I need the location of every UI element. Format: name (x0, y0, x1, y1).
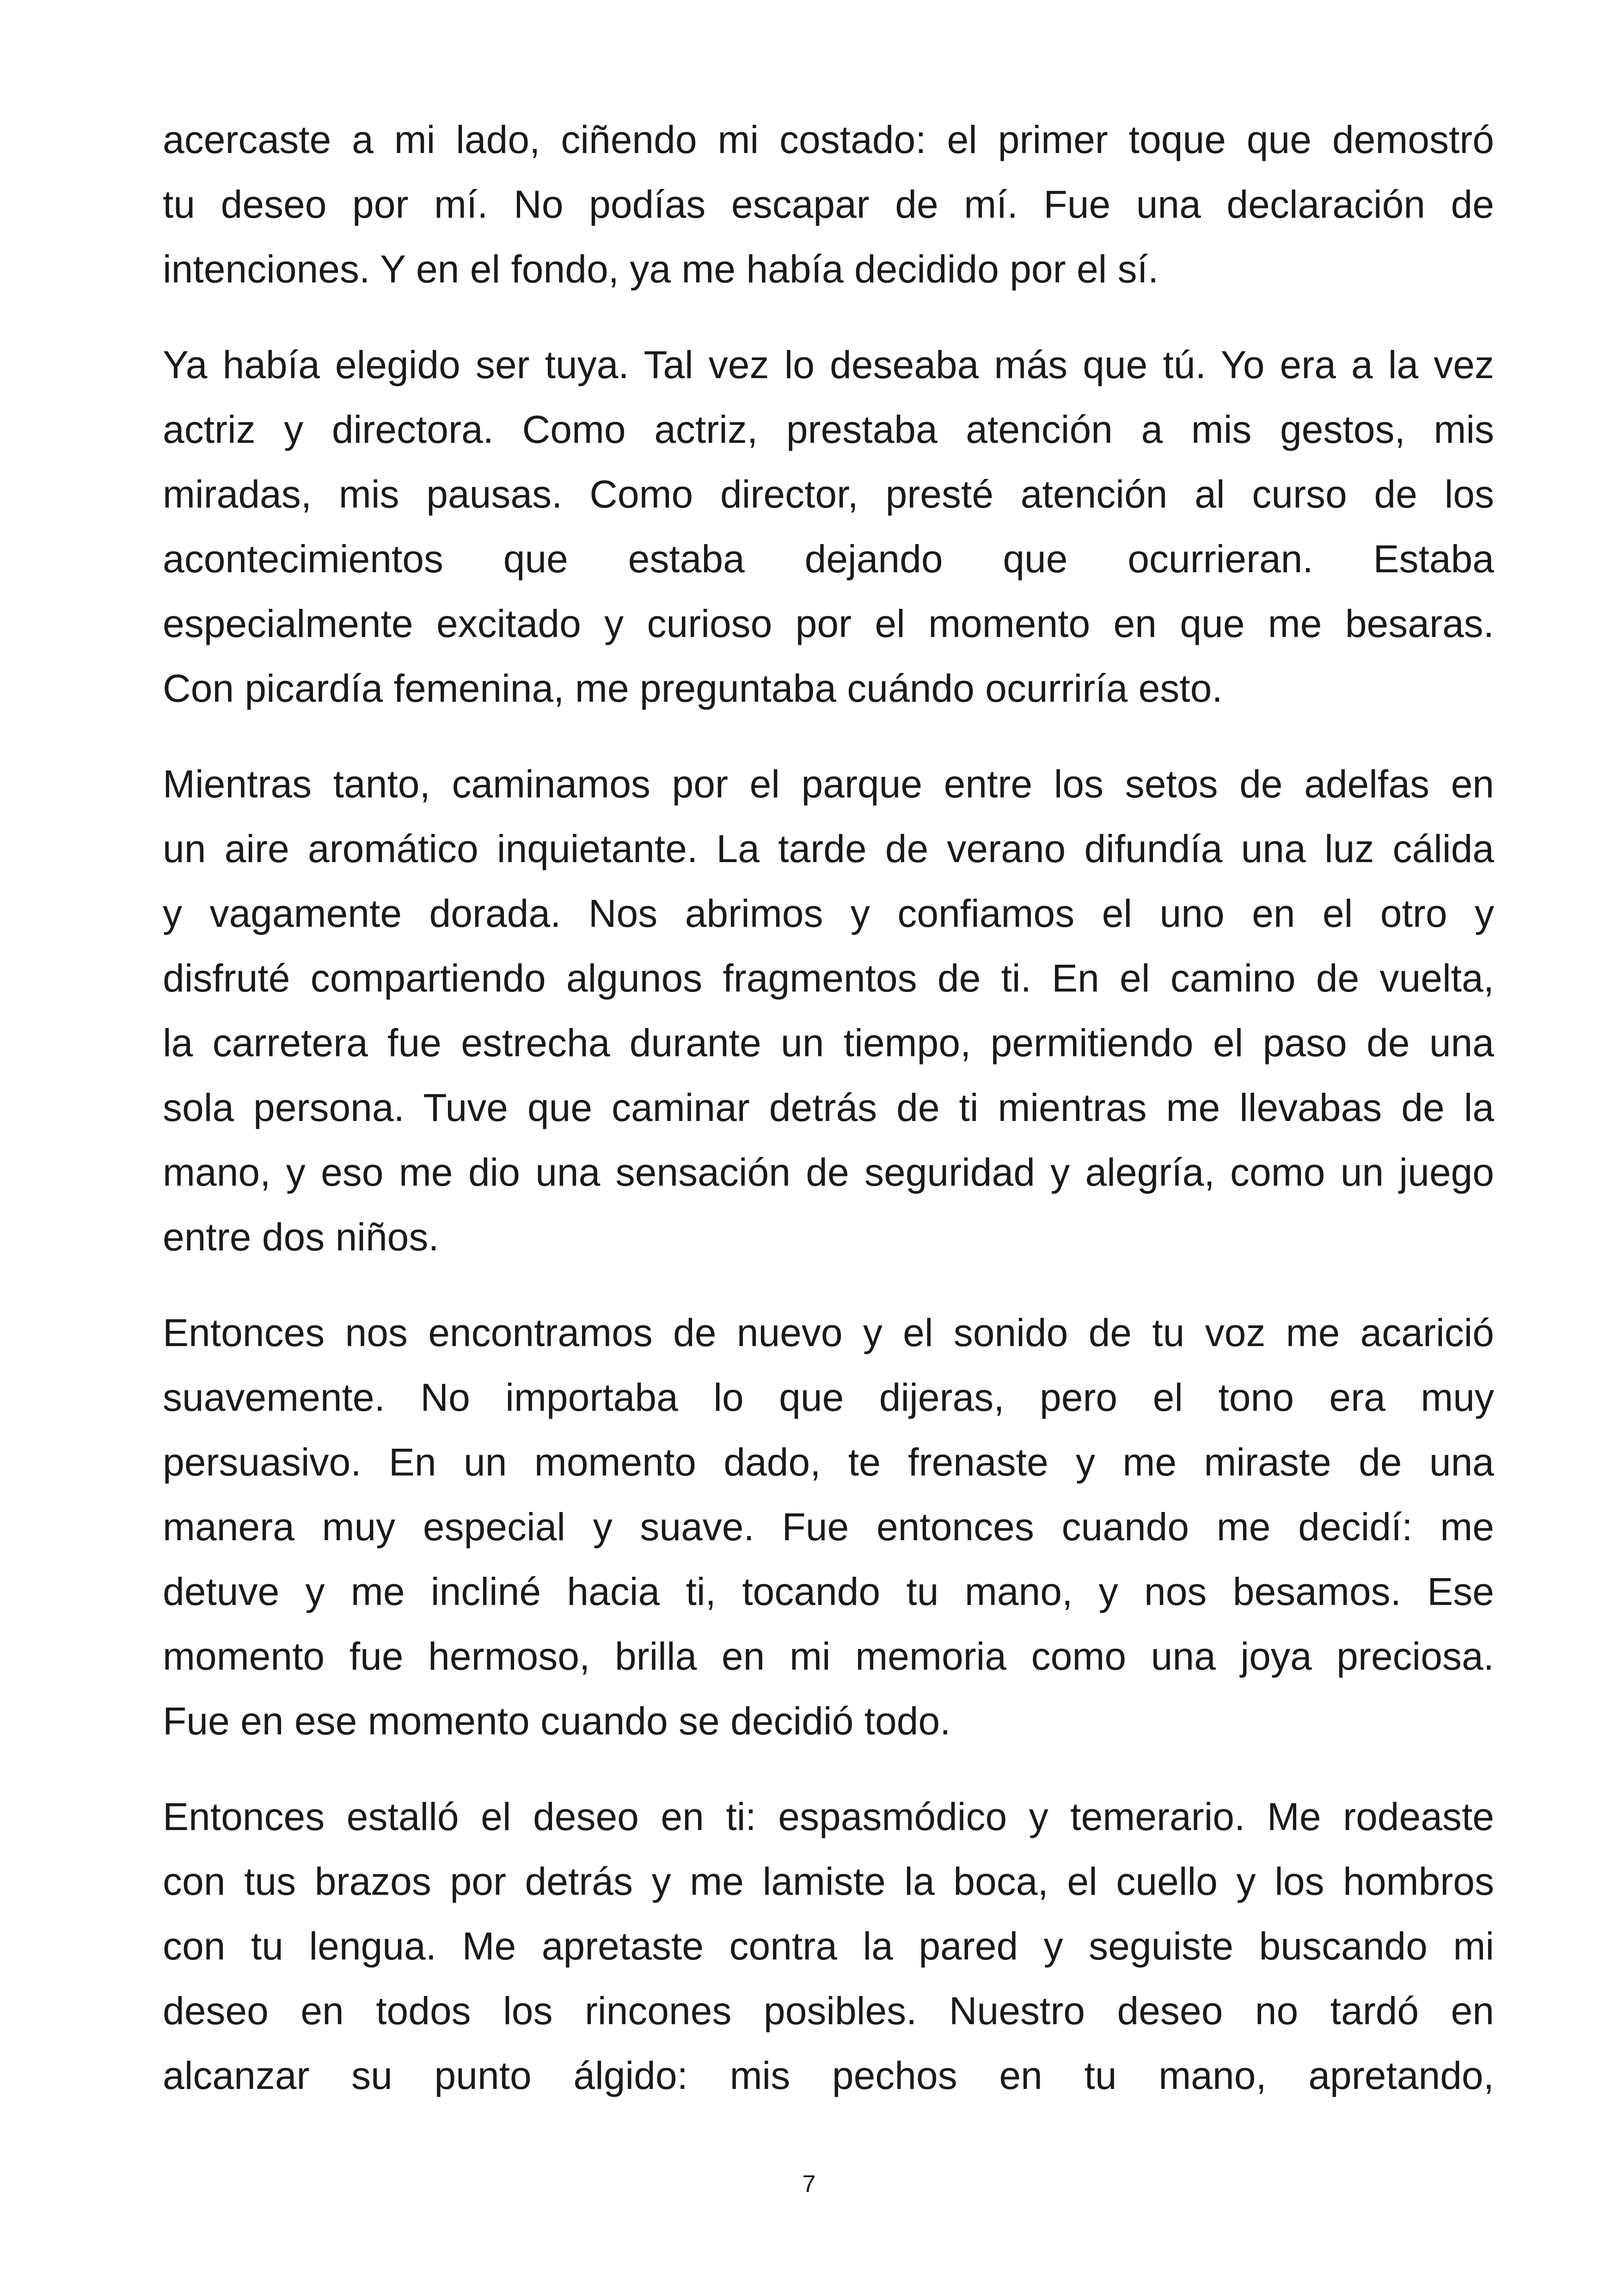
text-line: entre dos niños. (163, 1215, 439, 1259)
body-text (163, 107, 1494, 2108)
text-line: suavemente. No importaba lo que dijeras, pero el tono era muy (163, 1376, 1494, 1419)
text-line: un aire aromático inquietante. La tarde de verano difundía una luz cálida (163, 827, 1494, 870)
text-line: sola persona. Tuve que caminar detrás de ti mientras me llevabas de la (163, 1086, 1494, 1129)
text-line: Con picardía femenina, me preguntaba cuándo ocurriría esto. (163, 667, 1223, 710)
text-line: acercaste a mi lado, ciñendo mi costado: el primer toque que demostró (163, 118, 1494, 161)
text-line: mano, y eso me dio una sensación de seguridad y alegría, como un juego (163, 1151, 1494, 1194)
text-line: Entonces nos encontramos de nuevo y el sonido de tu voz me acarició (163, 1311, 1494, 1354)
text-line: Fue en ese momento cuando se decidió todo. (163, 1699, 951, 1743)
text-line: con tus brazos por detrás y me lamiste la boca, el cuello y los hombros (163, 1860, 1494, 1903)
text-line: actriz y directora. Como actriz, prestaba atención a mis gestos, mis (163, 408, 1494, 451)
paragraph-4 (163, 1300, 1494, 1753)
text-line: momento fue hermoso, brilla en mi memoria como una joya preciosa. (163, 1635, 1494, 1678)
text-line: Entonces estalló el deseo en ti: espasmódico y temerario. Me rodeaste (163, 1795, 1494, 1838)
text-line: intenciones. Y en el fondo, ya me había decidido por el sí. (163, 247, 1159, 291)
text-line: la carretera fue estrecha durante un tiempo, permitiendo el paso de una (163, 1021, 1494, 1065)
paragraph-3 (163, 752, 1494, 1269)
text-line: alcanzar su punto álgido: mis pechos en tu mano, apretando, (163, 2054, 1494, 2097)
paragraph-2 (163, 332, 1494, 721)
text-line: persuasivo. En un momento dado, te frenaste y me miraste de una (163, 1440, 1494, 1484)
text-line: manera muy especial y suave. Fue entonces cuando me decidí: me (163, 1505, 1494, 1549)
text-line: y vagamente dorada. Nos abrimos y confiamos el uno en el otro y (163, 892, 1494, 935)
text-line: disfruté compartiendo algunos fragmentos de ti. En el camino de vuelta, (163, 956, 1494, 1000)
paragraph-1 (163, 107, 1494, 301)
text-line: tu deseo por mí. No podías escapar de mí. Fue una declaración de (163, 183, 1494, 226)
text-line: especialmente excitado y curioso por el momento en que me besaras. (163, 602, 1494, 645)
text-line: acontecimientos que estaba dejando que ocurrieran. Estaba (163, 537, 1494, 581)
text-line: detuve y me incliné hacia ti, tocando tu mano, y nos besamos. Ese (163, 1570, 1494, 1613)
page-number: 7 (802, 2171, 816, 2198)
text-line: Mientras tanto, caminamos por el parque entre los setos de adelfas en (163, 762, 1494, 806)
text-line: Ya había elegido ser tuya. Tal vez lo deseaba más que tú. Yo era a la vez (163, 343, 1494, 386)
text-line: miradas, mis pausas. Como director, presté atención al curso de los (163, 472, 1494, 516)
paragraph-5 (163, 1784, 1494, 2108)
text-line: con tu lengua. Me apretaste contra la pared y seguiste buscando mi (163, 1924, 1494, 1968)
text-line: deseo en todos los rincones posibles. Nuestro deseo no tardó en (163, 1989, 1494, 2033)
